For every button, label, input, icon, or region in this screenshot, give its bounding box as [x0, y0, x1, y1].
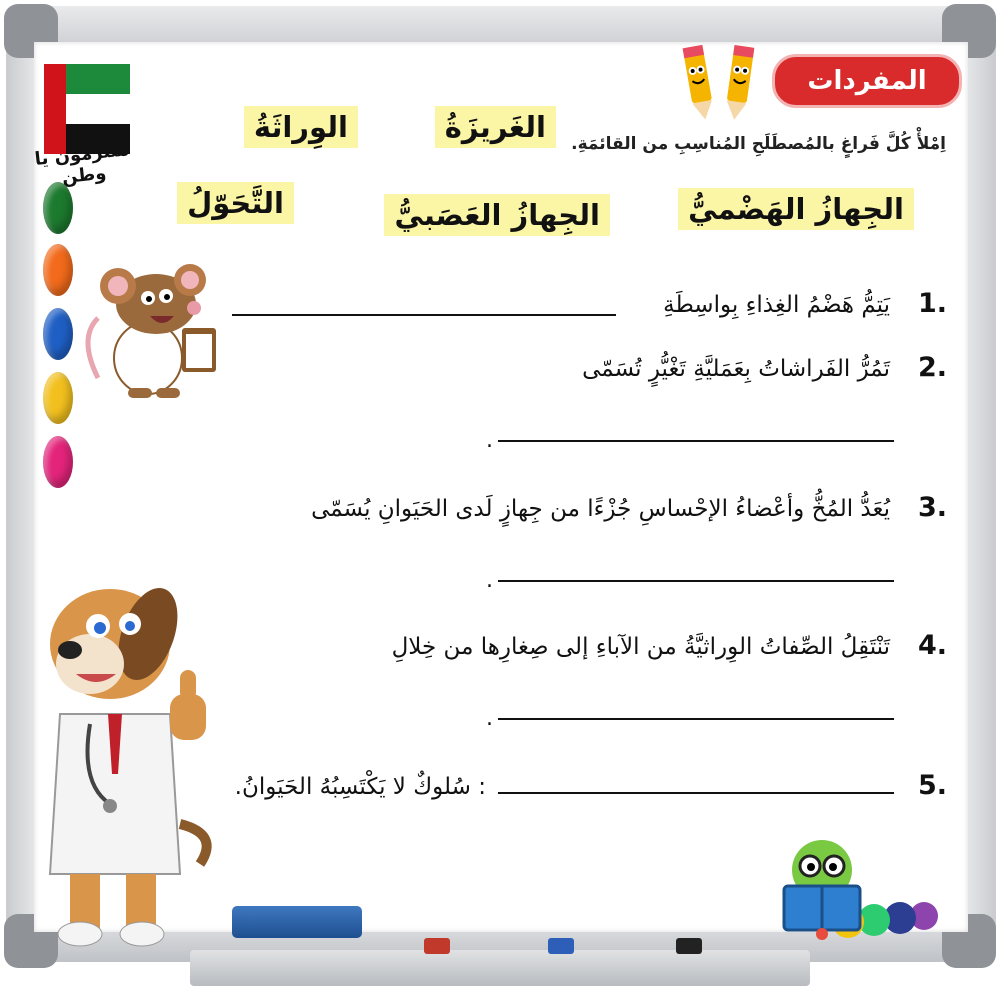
question-text: : سُلوكٌ لا يَكْتَسِبُهُ الحَيَوانُ. [234, 774, 486, 800]
question-text: تَمُرُّ الفَراشاتُ بِعَمَليَّةِ تَغْيُّرٍ تُسَمّى [582, 356, 890, 382]
orange-dot-icon [43, 244, 73, 296]
pencil-mascots-icon [674, 38, 764, 122]
sentence-end-dot: . [486, 706, 493, 731]
mouse-scientist-icon [78, 258, 238, 408]
red-marker-icon [424, 938, 450, 954]
whiteboard-frame-right [966, 20, 996, 950]
sentence-end-dot: . [486, 568, 493, 593]
black-marker-icon [676, 938, 702, 954]
pink-dot-icon [43, 436, 73, 488]
instructions-text: اِمْلأْ كُلَّ فَراغٍ بالمُصطَلَحِ المُناسِبِ من القائمَةِ. [571, 134, 946, 154]
sentence-end-dot: . [486, 428, 493, 453]
word-bank-term: الجِهازُ الهَضْميُّ [678, 188, 914, 230]
answer-blank[interactable] [498, 438, 894, 442]
bookworm-icon [776, 822, 940, 940]
answer-blank[interactable] [498, 578, 894, 582]
question-text: يُعَدُّ المُخُّ وأعْضاءُ الإحْساسِ جُزْءًا من جِهازٍ لَدى الحَيَوانِ يُسَمّى [311, 496, 890, 522]
word-bank-term: الغَريزَةُ [435, 106, 556, 148]
answer-blank[interactable] [498, 790, 894, 794]
answer-blank[interactable] [232, 312, 616, 316]
word-bank-term: التَّحَوّلُ [177, 182, 294, 224]
blue-marker-icon [548, 938, 574, 954]
eraser-icon [232, 906, 362, 938]
blue-dot-icon [43, 308, 73, 360]
question-text: يَتِمُّ هَضْمُ الغِذاءِ بِواسِطَةِ [663, 292, 890, 318]
question-number: 3. [918, 492, 948, 523]
question-text: تَنْتَقِلُ الصِّفاتُ الوِراثيَّةُ من الآباءِ إلى صِغارِها من خِلالِ [391, 634, 890, 660]
question-number: 4. [918, 630, 948, 661]
green-dot-icon [43, 182, 73, 234]
vocabulary-tag: المفردات [772, 54, 962, 108]
word-bank-term: الجِهازُ العَصَبيُّ [384, 194, 610, 236]
brand-slogan: ملتزمون يا وطن [33, 139, 131, 189]
dog-doctor-icon [30, 574, 230, 954]
word-bank-term: الوِراثَةُ [244, 106, 358, 148]
yellow-dot-icon [43, 372, 73, 424]
question-number: 2. [918, 352, 948, 383]
answer-blank[interactable] [498, 716, 894, 720]
question-number: 5. [918, 770, 948, 801]
marker-tray [190, 950, 810, 986]
question-number: 1. [918, 288, 948, 319]
whiteboard-frame-top [20, 6, 982, 44]
